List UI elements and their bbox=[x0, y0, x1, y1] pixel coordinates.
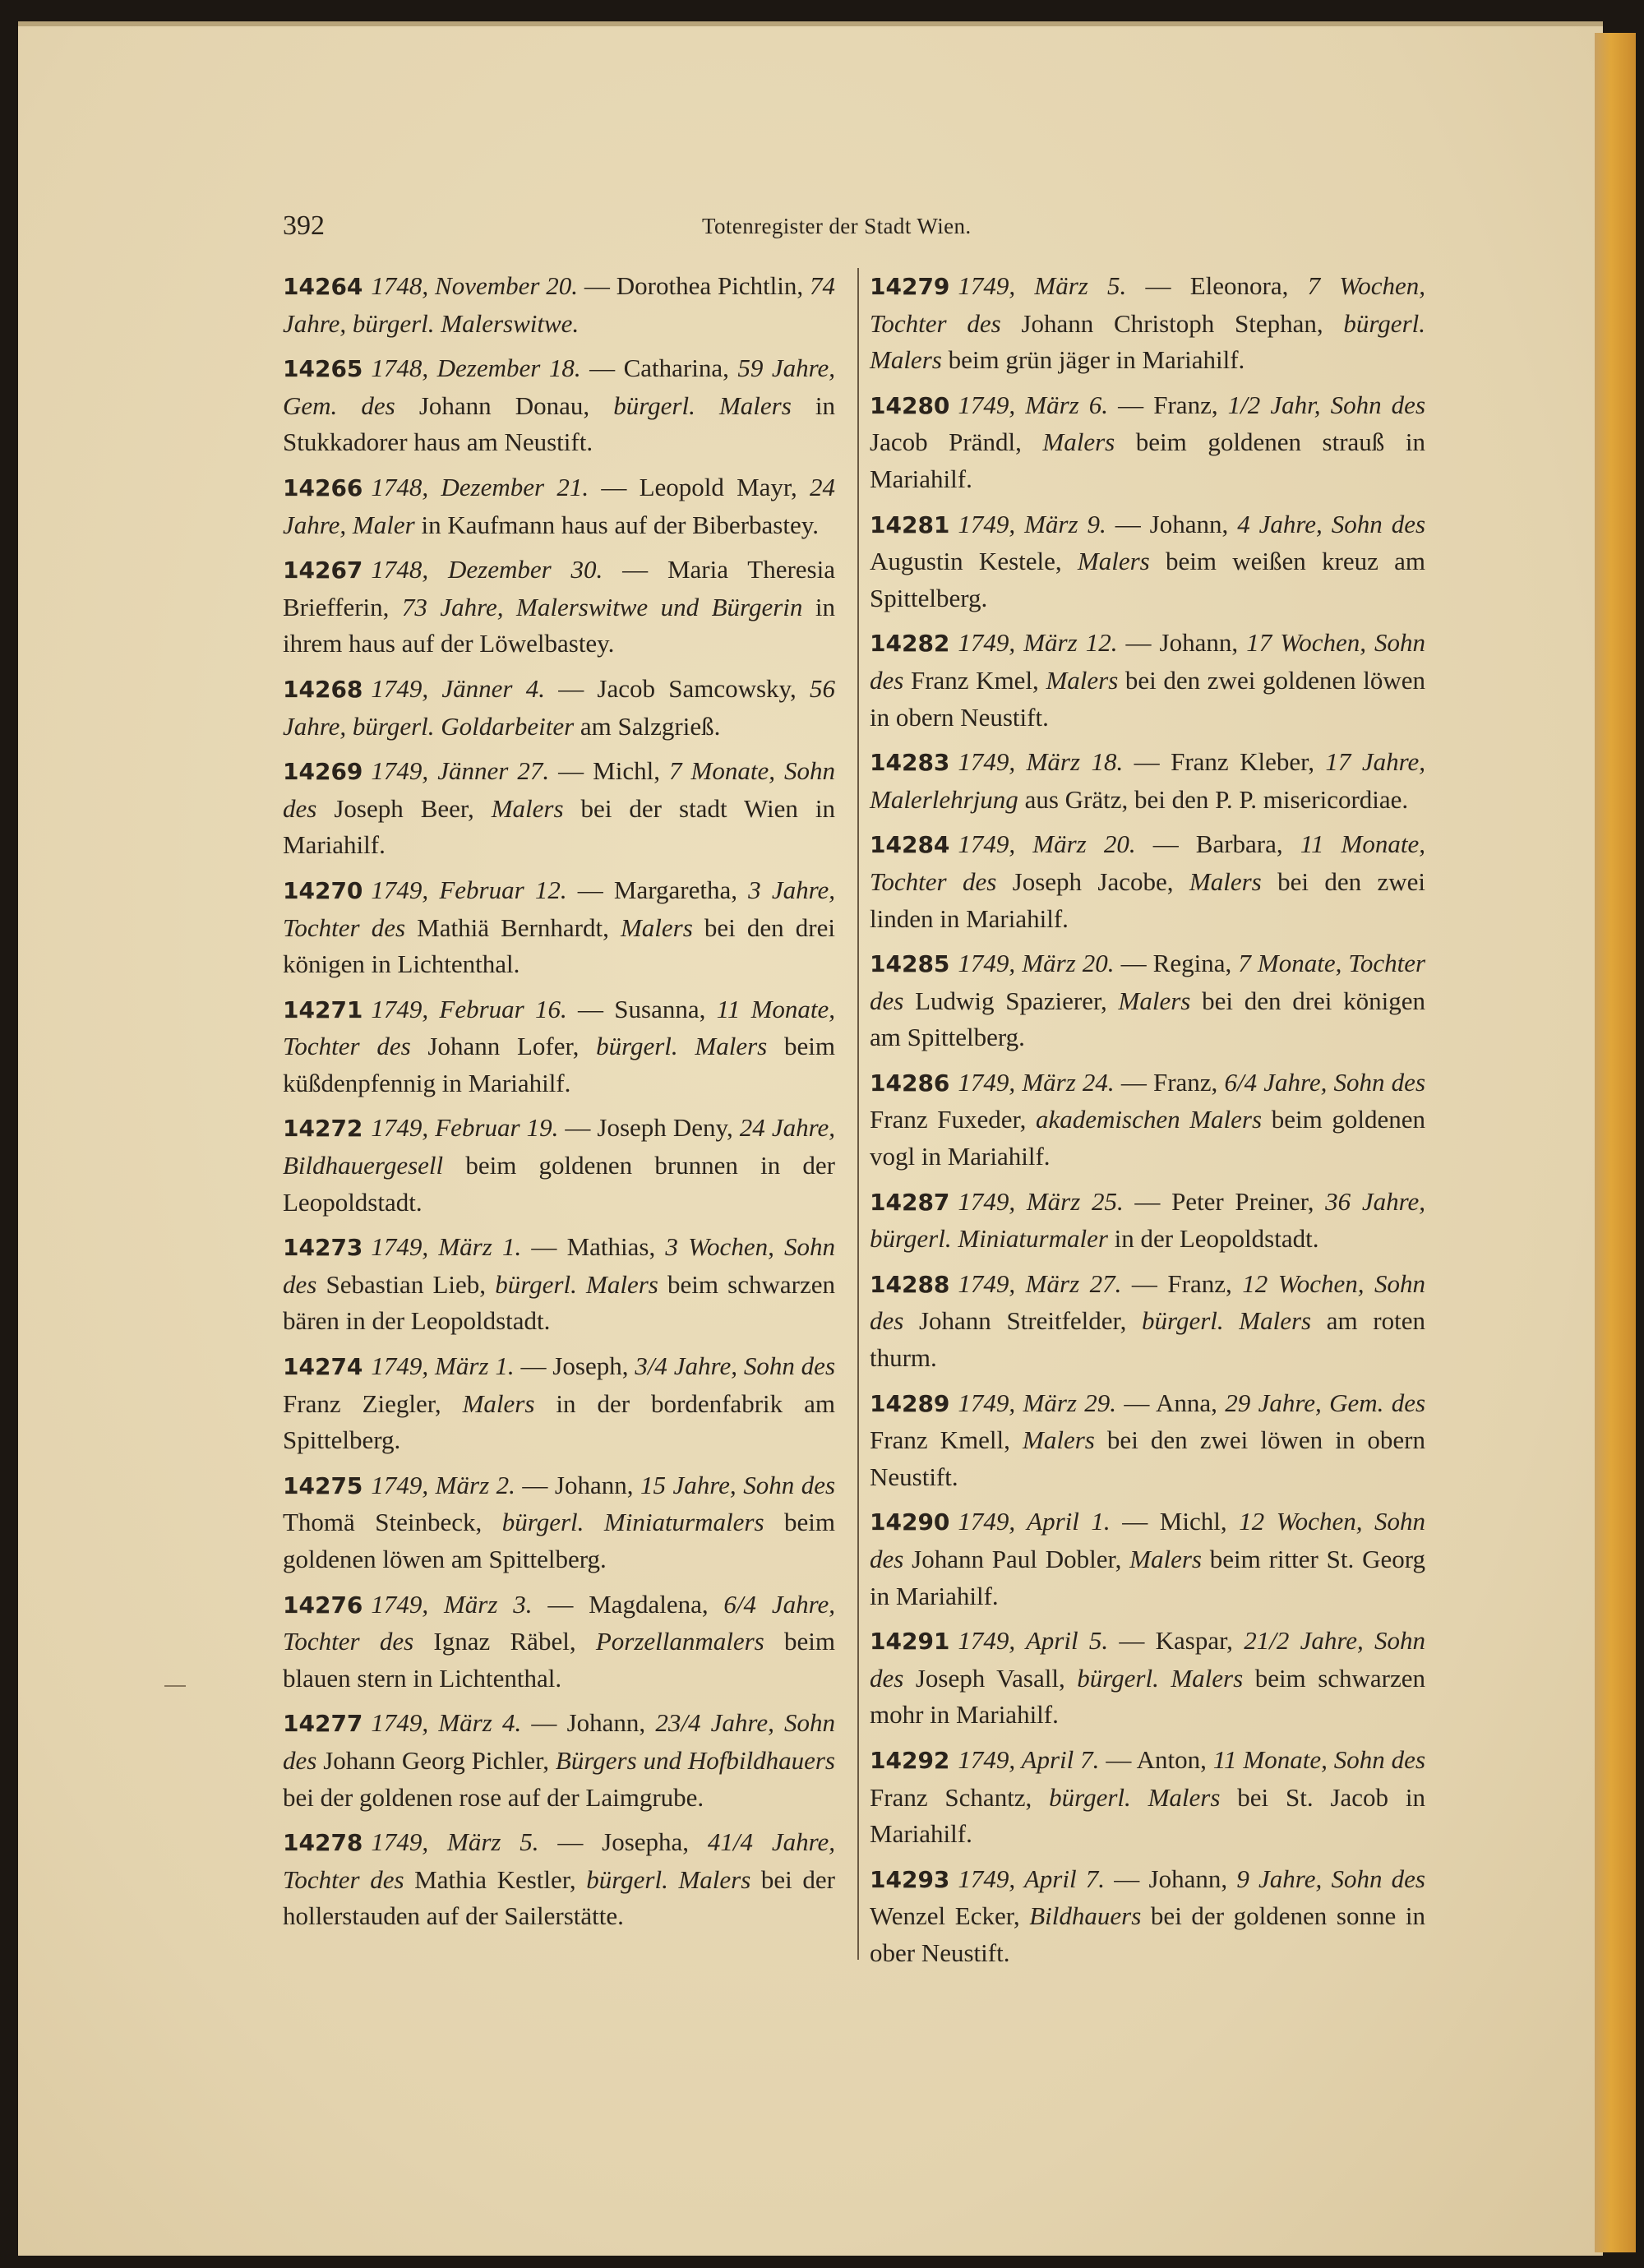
entry-date: 1749, April 7. bbox=[958, 1864, 1106, 1893]
entry-text-italic: 24 Jahre, Maler bbox=[283, 472, 836, 539]
register-entry bbox=[870, 1385, 1425, 1496]
entry-text-italic: 6/4 Jahre, Tochter des bbox=[283, 1589, 836, 1656]
entry-text-italic: 9 Jahre, Sohn des bbox=[1236, 1864, 1425, 1893]
register-entry bbox=[283, 991, 835, 1102]
entry-text: in der bordenfabrik am Spittelberg. bbox=[283, 1388, 835, 1455]
entry-text: — Susanna, bbox=[578, 994, 717, 1023]
entry-text-italic: 7 Wochen, Tochter des bbox=[870, 271, 1426, 338]
entry-text: Franz Kmel, bbox=[903, 665, 1046, 695]
entry-date: 1749, März 3. bbox=[371, 1589, 533, 1619]
entry-text-italic: 7 Monate, Tochter des bbox=[870, 949, 1426, 1015]
entry-text: beim küßdenpfennig in Mariahilf. bbox=[283, 1032, 835, 1097]
entry-text-italic: 59 Jahre, Gem. des bbox=[283, 353, 835, 420]
register-entry bbox=[283, 268, 835, 342]
entry-text-italic: bürgerl. Malers bbox=[1077, 1663, 1244, 1693]
register-entry bbox=[870, 506, 1425, 617]
entry-text: Franz Schantz, bbox=[870, 1782, 1050, 1812]
entry-text: beim goldenen vogl in Mariahilf. bbox=[870, 1105, 1425, 1171]
entry-number: 14271 bbox=[283, 995, 363, 1023]
entry-date: 1749, Jänner 4. bbox=[371, 673, 545, 703]
entry-date: 1748, Dezember 18. bbox=[371, 353, 581, 383]
entry-date: 1749, April 5. bbox=[958, 1626, 1109, 1656]
entry-number: 14283 bbox=[870, 749, 950, 777]
entry-text: — Joseph, bbox=[520, 1351, 635, 1381]
register-entry bbox=[283, 552, 835, 663]
entry-text: Franz Fuxeder, bbox=[870, 1105, 1036, 1134]
entry-number: 14268 bbox=[283, 675, 363, 703]
entry-text-italic: 11 Monate, Tochter des bbox=[283, 994, 836, 1061]
entry-date: 1748, Dezember 21. bbox=[371, 472, 589, 501]
entry-text-italic: 56 Jahre, bürgerl. Goldarbeiter bbox=[283, 673, 835, 741]
entry-text: Franz Ziegler, bbox=[283, 1388, 463, 1418]
entry-text: beim ritter St. Georg in Mariahilf. bbox=[870, 1545, 1425, 1610]
entry-text: beim blauen stern in Lichtenthal. bbox=[283, 1627, 835, 1693]
entry-text: Augustin Kestele, bbox=[870, 547, 1078, 576]
entry-text: bei der goldenen rose auf der Laimgrube. bbox=[283, 1782, 704, 1812]
entry-date: 1749, Februar 12. bbox=[371, 875, 567, 904]
entry-date: 1749, Februar 19. bbox=[371, 1113, 559, 1143]
entry-text-italic: Porzellanmalers bbox=[595, 1627, 764, 1656]
entry-text: in der Leopoldstadt. bbox=[1107, 1224, 1319, 1254]
entry-text-italic: 12 Wochen, Sohn des bbox=[870, 1268, 1426, 1336]
entry-number: 14293 bbox=[870, 1865, 950, 1893]
entry-number: 14267 bbox=[283, 557, 363, 584]
entry-number: 14289 bbox=[870, 1389, 950, 1417]
entry-text: — Franz, bbox=[1118, 390, 1228, 419]
entry-text: — Catharina, bbox=[589, 353, 738, 383]
register-entry bbox=[870, 268, 1425, 379]
entry-number: 14273 bbox=[283, 1234, 363, 1262]
entry-text-italic: 4 Jahre, Sohn des bbox=[1237, 509, 1426, 538]
entry-text-italic: Malers bbox=[1042, 427, 1115, 457]
entry-text: Mathia Kestler, bbox=[404, 1864, 587, 1894]
entry-text: Thomä Steinbeck, bbox=[283, 1508, 502, 1537]
entry-number: 14282 bbox=[870, 630, 950, 658]
entry-text: bei der goldenen sonne in ober Neustift. bbox=[870, 1901, 1425, 1967]
entry-text-italic: 17 Jahre, Malerlehrjung bbox=[870, 747, 1426, 814]
entry-text: — Dorothea Pichtlin, bbox=[584, 271, 810, 300]
entry-number: 14292 bbox=[870, 1746, 950, 1774]
entry-text: beim schwarzen bären in der Leopoldstadt. bbox=[283, 1269, 835, 1336]
register-entry bbox=[870, 826, 1425, 937]
entry-date: 1749, Jänner 27. bbox=[371, 756, 550, 786]
entry-text: Wenzel Ecker, bbox=[870, 1901, 1030, 1931]
entry-date: 1748, Dezember 30. bbox=[371, 555, 603, 584]
entry-text: Johann Christoph Stephan, bbox=[1000, 308, 1344, 338]
entry-text-italic: bürgerl. Malers bbox=[586, 1864, 751, 1894]
entry-text: beim weißen kreuz am Spittelberg. bbox=[870, 547, 1425, 612]
register-entry bbox=[283, 1348, 835, 1459]
register-entry bbox=[283, 753, 835, 864]
entry-text: aus Grätz, bei den P. P. misericordiae. bbox=[1018, 784, 1409, 814]
entry-text-italic: 23/4 Jahre, Sohn des bbox=[283, 1708, 836, 1775]
entry-text: — Franz, bbox=[1131, 1268, 1243, 1298]
page-top-edge bbox=[18, 21, 1603, 26]
entry-number: 14280 bbox=[870, 391, 950, 419]
entry-text-italic: bürgerl. Miniaturmalers bbox=[501, 1508, 764, 1537]
entry-text: in ihrem haus auf der Löwelbastey. bbox=[283, 592, 835, 658]
entry-text-italic: Malers bbox=[1129, 1545, 1202, 1573]
entry-text-italic: 11 Monate, Sohn des bbox=[1212, 1744, 1426, 1774]
entry-text-italic: 41/4 Jahre, Tochter des bbox=[283, 1827, 836, 1894]
entry-text-italic: Bürgers und Hofbildhauers bbox=[555, 1745, 835, 1775]
entry-text-italic: Malers bbox=[1189, 866, 1262, 896]
entry-text-italic: 1/2 Jahr, Sohn des bbox=[1227, 390, 1426, 419]
register-entry bbox=[870, 1184, 1425, 1258]
entry-text-italic: Malers bbox=[1118, 986, 1191, 1015]
running-title: Totenregister der Stadt Wien. bbox=[702, 214, 972, 238]
entry-text-italic: 74 Jahre, bürgerl. Malerswitwe. bbox=[283, 271, 836, 338]
entry-text: Sebastian Lieb, bbox=[316, 1269, 496, 1299]
entry-number: 14287 bbox=[870, 1188, 950, 1216]
register-entry bbox=[283, 1705, 835, 1816]
entry-text: beim goldenen brunnen in der Leopoldstadt. bbox=[283, 1151, 835, 1217]
entry-number: 14281 bbox=[870, 510, 950, 538]
entry-text: bei den zwei goldenen löwen in obern Neustift. bbox=[870, 665, 1425, 732]
register-entry bbox=[283, 671, 835, 745]
entry-number: 14272 bbox=[283, 1115, 363, 1143]
entry-text: Joseph Beer, bbox=[316, 793, 492, 823]
entry-text: — Jacob Samcowsky, bbox=[558, 673, 810, 703]
entry-text: — Anton, bbox=[1106, 1744, 1213, 1774]
entry-text-italic: 24 Jahre, Bildhauergesell bbox=[283, 1113, 836, 1180]
entry-text: bei St. Jacob in Mariahilf. bbox=[870, 1782, 1425, 1849]
entry-text: — Joseph Deny, bbox=[565, 1113, 740, 1143]
entry-date: 1749, März 29. bbox=[958, 1388, 1117, 1417]
entry-text: — Michl, bbox=[1122, 1507, 1240, 1536]
entry-text: — Franz Kleber, bbox=[1134, 747, 1326, 777]
register-entry bbox=[283, 1824, 835, 1935]
entry-text-italic: Malers bbox=[1046, 665, 1119, 695]
entry-text: — Johann, bbox=[522, 1470, 640, 1499]
entry-text-italic: bürgerl. Malers bbox=[495, 1269, 658, 1299]
entry-text-italic: 15 Jahre, Sohn des bbox=[640, 1470, 836, 1499]
register-entry bbox=[870, 387, 1425, 498]
register-entry bbox=[870, 1742, 1425, 1853]
entry-text: bei den zwei löwen in obern Neustift. bbox=[870, 1425, 1425, 1491]
register-entry bbox=[870, 1623, 1425, 1734]
entry-number: 14266 bbox=[283, 473, 363, 501]
entry-text: Johann Paul Dobler, bbox=[903, 1545, 1130, 1573]
entry-number: 14269 bbox=[283, 758, 363, 786]
entry-date: 1749, März 27. bbox=[958, 1268, 1122, 1298]
entry-text-italic: akademischen Malers bbox=[1035, 1105, 1263, 1134]
register-entry bbox=[283, 350, 835, 461]
entry-date: 1749, März 25. bbox=[958, 1186, 1124, 1216]
entry-text: bei den drei königen in Lichtenthal. bbox=[283, 912, 835, 979]
entry-text: Joseph Jacobe, bbox=[996, 866, 1189, 896]
entry-text: Franz Kmell, bbox=[870, 1425, 1023, 1455]
entry-number: 14277 bbox=[283, 1710, 363, 1738]
entry-text-italic: 17 Wochen, Sohn des bbox=[870, 628, 1426, 695]
entry-text: beim schwarzen mohr in Mariahilf. bbox=[870, 1663, 1425, 1730]
entry-text: bei den zwei linden in Mariahilf. bbox=[870, 866, 1426, 933]
entry-date: 1749, März 6. bbox=[958, 390, 1109, 419]
entry-text: — Mathias, bbox=[531, 1232, 666, 1262]
entry-text: — Kaspar, bbox=[1119, 1626, 1245, 1656]
register-entry bbox=[283, 469, 835, 543]
entry-text: Johann Streitfelder, bbox=[903, 1306, 1143, 1336]
entry-text-italic: Malers bbox=[462, 1388, 535, 1418]
entry-text-italic: Malers bbox=[1077, 547, 1150, 576]
entry-text: — Johann, bbox=[1114, 1864, 1237, 1893]
entry-date: 1749, März 1. bbox=[371, 1232, 522, 1262]
entry-date: 1749, März 20. bbox=[958, 829, 1136, 859]
entry-date: 1749, April 1. bbox=[958, 1507, 1111, 1536]
entry-text: — Josepha, bbox=[557, 1827, 708, 1857]
entry-date: 1749, März 24. bbox=[958, 1067, 1115, 1097]
entry-text-italic: Malers bbox=[620, 912, 693, 942]
entry-text: — Eleonora, bbox=[1145, 271, 1308, 300]
entry-number: 14274 bbox=[283, 1353, 363, 1381]
register-entry bbox=[870, 1266, 1425, 1377]
register-entry bbox=[870, 1504, 1425, 1614]
entry-text: bei der hollerstauden auf der Sailerstätte. bbox=[283, 1864, 835, 1931]
entry-text: bei den drei königen am Spittelberg. bbox=[870, 986, 1426, 1052]
entry-number: 14286 bbox=[870, 1069, 950, 1097]
register-entry bbox=[870, 1065, 1425, 1176]
entry-text: am roten thurm. bbox=[870, 1306, 1425, 1373]
entry-text-italic: 3 Jahre, Tochter des bbox=[283, 875, 836, 942]
entry-date: 1748, November 20. bbox=[371, 271, 579, 300]
entry-date: 1749, März 12. bbox=[958, 628, 1118, 658]
entry-text: — Peter Preiner, bbox=[1134, 1186, 1326, 1216]
margin-mark bbox=[164, 1685, 186, 1687]
entry-text-italic: bürgerl. Malers bbox=[1049, 1782, 1221, 1812]
register-entry bbox=[870, 1861, 1425, 1972]
entry-number: 14265 bbox=[283, 355, 363, 383]
entry-text-italic: Bildhauers bbox=[1029, 1901, 1142, 1931]
entry-number: 14278 bbox=[283, 1829, 363, 1857]
entry-text: in Kaufmann haus auf der Biberbastey. bbox=[414, 510, 819, 539]
entry-text: Johann Donau, bbox=[395, 390, 614, 420]
left-column bbox=[283, 268, 835, 1943]
entry-text-italic: 36 Jahre, bürgerl. Miniaturmaler bbox=[870, 1186, 1425, 1254]
entry-number: 14284 bbox=[870, 831, 950, 859]
column-divider bbox=[857, 268, 859, 1960]
entry-text-italic: 3/4 Jahre, Sohn des bbox=[635, 1351, 836, 1381]
register-entry bbox=[870, 945, 1425, 1056]
entry-number: 14285 bbox=[870, 950, 950, 978]
entry-number: 14290 bbox=[870, 1508, 950, 1536]
entry-text-italic: bürgerl. Malers bbox=[596, 1032, 768, 1061]
entry-number: 14270 bbox=[283, 876, 363, 904]
register-entry bbox=[283, 1467, 835, 1578]
entry-text-italic: bürgerl. Malers bbox=[1142, 1306, 1312, 1336]
entry-text: — Franz, bbox=[1120, 1067, 1225, 1097]
entry-number: 14264 bbox=[283, 273, 363, 300]
entry-text-italic: Malers bbox=[491, 793, 564, 823]
entry-text-italic: 12 Wochen, Sohn des bbox=[870, 1507, 1426, 1573]
entry-date: 1749, März 5. bbox=[958, 271, 1127, 300]
entry-text: beim grün jäger in Mariahilf. bbox=[941, 345, 1245, 375]
entry-text: Ludwig Spazierer, bbox=[903, 986, 1119, 1015]
entry-text-italic: 6/4 Jahre, Sohn des bbox=[1224, 1067, 1426, 1097]
entry-text: beim goldenen löwen am Spittelberg. bbox=[283, 1508, 835, 1573]
entry-date: 1749, März 20. bbox=[958, 949, 1115, 978]
entry-date: 1749, März 1. bbox=[371, 1351, 515, 1381]
entry-number: 14276 bbox=[283, 1591, 363, 1619]
entry-date: 1749, März 5. bbox=[371, 1827, 539, 1857]
entry-date: 1749, März 18. bbox=[958, 747, 1124, 777]
entry-text: — Magdalena, bbox=[547, 1589, 724, 1619]
entry-text-italic: bürgerl. Malers bbox=[613, 390, 792, 420]
entry-text: — Anna, bbox=[1124, 1388, 1226, 1417]
entry-text-italic: Malers bbox=[1023, 1425, 1095, 1455]
entry-number: 14275 bbox=[283, 1471, 363, 1499]
entry-text: — Leopold Mayr, bbox=[601, 472, 810, 501]
entry-text-italic: bürgerl. Malers bbox=[870, 308, 1425, 375]
entry-text-italic: 21/2 Jahre, Sohn des bbox=[870, 1626, 1426, 1693]
register-entry bbox=[283, 1229, 835, 1340]
entry-text: — Regina, bbox=[1120, 949, 1239, 978]
entry-text-italic: 29 Jahre, Gem. des bbox=[1225, 1388, 1426, 1417]
entry-text: Jacob Prändl, bbox=[870, 427, 1043, 457]
entry-text: Johann Georg Pichler, bbox=[316, 1745, 556, 1775]
entry-text: — Barbara, bbox=[1152, 829, 1300, 859]
right-column bbox=[870, 268, 1425, 1980]
entry-text: — Maria Theresia Briefferin, bbox=[283, 555, 835, 621]
register-entry bbox=[283, 872, 835, 983]
entry-number: 14279 bbox=[870, 273, 950, 300]
entry-text: Ignaz Räbel, bbox=[413, 1627, 596, 1656]
entry-text: in Stukkadorer haus am Neustift. bbox=[283, 390, 835, 457]
entry-text: — Michl, bbox=[558, 756, 669, 786]
entry-date: 1749, März 9. bbox=[958, 509, 1106, 538]
entry-text: bei der stadt Wien in Mariahilf. bbox=[283, 793, 835, 860]
entry-text: — Johann, bbox=[1115, 509, 1238, 538]
entry-date: 1749, Februar 16. bbox=[371, 994, 567, 1023]
entry-text-italic: 3 Wochen, Sohn des bbox=[283, 1232, 836, 1299]
entry-text: Johann Lofer, bbox=[410, 1032, 597, 1061]
entry-text-italic: 11 Monate, Tochter des bbox=[870, 829, 1425, 896]
running-head bbox=[283, 210, 1434, 243]
entry-text-italic: 7 Monate, Sohn des bbox=[283, 756, 835, 823]
register-entry bbox=[870, 625, 1425, 736]
entry-text-italic: 73 Jahre, Malerswitwe und Bürgerin bbox=[401, 592, 803, 621]
entry-text: Joseph Vasall, bbox=[903, 1663, 1078, 1693]
entry-text: am Salzgrieß. bbox=[574, 711, 721, 741]
entry-text: — Margaretha, bbox=[577, 875, 749, 904]
entry-text: beim goldenen strauß in Mariahilf. bbox=[870, 427, 1425, 493]
entry-text: — Johann, bbox=[1125, 628, 1247, 658]
register-entry bbox=[283, 1587, 835, 1698]
entry-date: 1749, März 2. bbox=[371, 1470, 515, 1499]
entry-number: 14291 bbox=[870, 1628, 950, 1656]
register-entry bbox=[870, 744, 1425, 818]
page-number: 392 bbox=[283, 210, 325, 241]
register-entry bbox=[283, 1110, 835, 1221]
entry-text: — Johann, bbox=[531, 1708, 656, 1738]
book-spine-edge bbox=[1595, 33, 1636, 2252]
entry-text: Mathiä Bernhardt, bbox=[405, 912, 621, 942]
entry-number: 14288 bbox=[870, 1270, 950, 1298]
entry-date: 1749, April 7. bbox=[958, 1744, 1100, 1774]
entry-date: 1749, März 4. bbox=[371, 1708, 522, 1738]
